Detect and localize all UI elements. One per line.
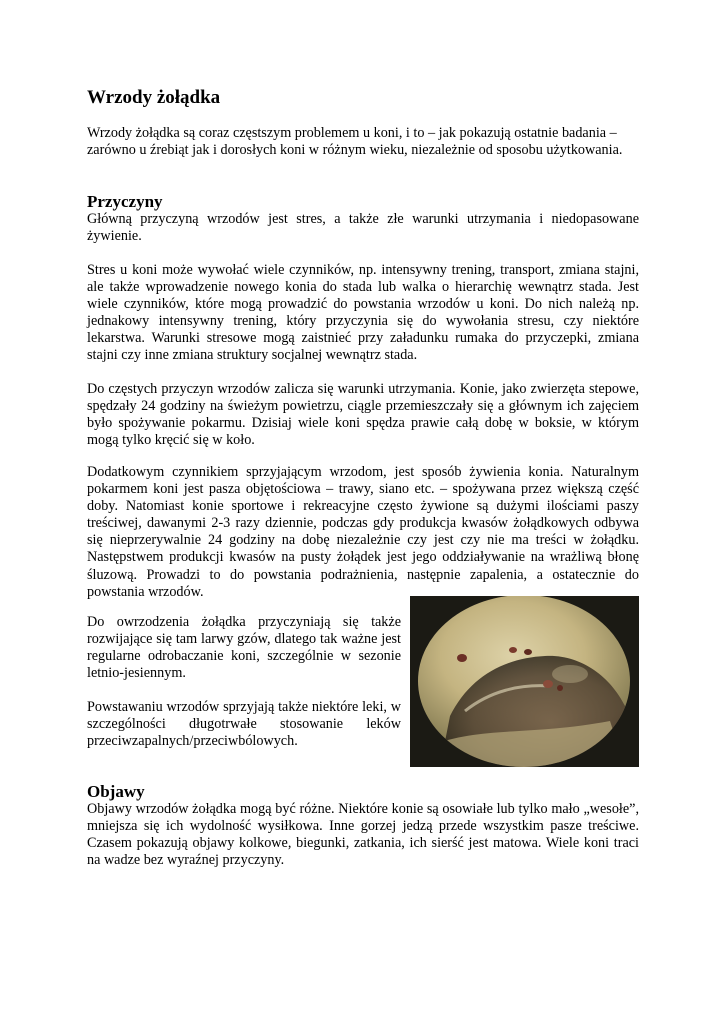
causes-paragraph-4: Dodatkowym czynnikiem sprzyjającym wrzodom, jest sposób żywienia konia. Naturalnym pokarmem koni jest pasza objętościowa – trawy, siano etc. – spożywana przez większą część doby. Natomiast konie sportowe i rekreacyjne często żywione są dużymi ilościami paszy treściwej, dawanymi 2-3 razy dziennie, podczas gdy produkcja kwasów żołądkowych odbywa się nieprzerywalnie 24 godziny na dobę niezależnie czy jest czy nie ma treści w żołądku. Następstwem produkcji kwasów na pusty żołądek jest jego oddziaływanie na wrażliwą błonę śluzową. Prowadzi to do powstania podrażnienia, następnie zapalenia, a ostatecznie do powstania wrzodów.: [87, 464, 639, 600]
symptoms-heading: Objawy: [87, 782, 145, 801]
intro-paragraph: Wrzody żołądka są coraz częstszym problemem u koni, i to – jak pokazują ostatnie badania – zarówno u źrebiąt jak i dorosłych koni w różnym wieku, niezależnie od sposobu użytkowania.: [87, 125, 623, 159]
stomach-ulcer-endoscopy-image: [410, 596, 639, 767]
causes-paragraph-2: Stres u koni może wywołać wiele czynników, np. intensywny trening, transport, zmiana stajni, ale także wprowadzenie nowego konia do stada lub walka o hierarchię wewnątrz stada. Jest wiele czynników, które mogą prowadzić do powstania wrzodów u koni. Do nich należą np. jednakowy intensywny trening, który przyczynia się do wywołania stresu, czy niektóre lekarstwa. Warunki stresowe mogą zaistnieć przy załadunku rumaka do przyczepki, zmiana stajni czy inne zmiana struktury socjalnej wewnątrz stada.: [87, 262, 639, 364]
causes-heading: Przyczyny: [87, 192, 163, 211]
causes-paragraph-6: Powstawaniu wrzodów sprzyjają także niektóre leki, w szczególności długotrwałe stosowanie leków przeciwzapalnych/przeciwbólowych.: [87, 699, 401, 750]
causes-paragraph-5: Do owrzodzenia żołądka przyczyniają się także rozwijające się tam larwy gzów, dlatego tak ważne jest regularne odrobaczanie koni, szczególnie w sezonie letnio-jesiennym.: [87, 614, 401, 682]
document-title: Wrzody żołądka: [87, 87, 221, 108]
causes-paragraph-1: Główną przyczyną wrzodów jest stres, a także złe warunki utrzymania i niedopasowane żywienie.: [87, 211, 639, 245]
symptoms-paragraph-1: Objawy wrzodów żołądka mogą być różne. Niektóre konie są osowiałe lub tylko mało „wesołe”, mniejsza się ich wydolność wysiłkowa. Inne gorzej jedzą przede wszystkim pasze treściwe. Czasem pokazują objawy kolkowe, biegunki, zatkania, ich sierść jest matowa. Wiele koni traci na wadze bez wyraźnej przyczyny.: [87, 801, 639, 869]
endoscopy-photo-illustration: [410, 596, 639, 767]
causes-paragraph-3: Do częstych przyczyn wrzodów zalicza się warunki utrzymania. Konie, jako zwierzęta stepowe, spędzały 24 godziny na świeżym powietrzu, ciągle przemieszczały się a głównym ich zajęciem było spożywanie pokarmu. Dzisiaj wiele koni spędza prawie całą dobę w boksie, w którym mogą tylko kręcić się w koło.: [87, 381, 639, 449]
